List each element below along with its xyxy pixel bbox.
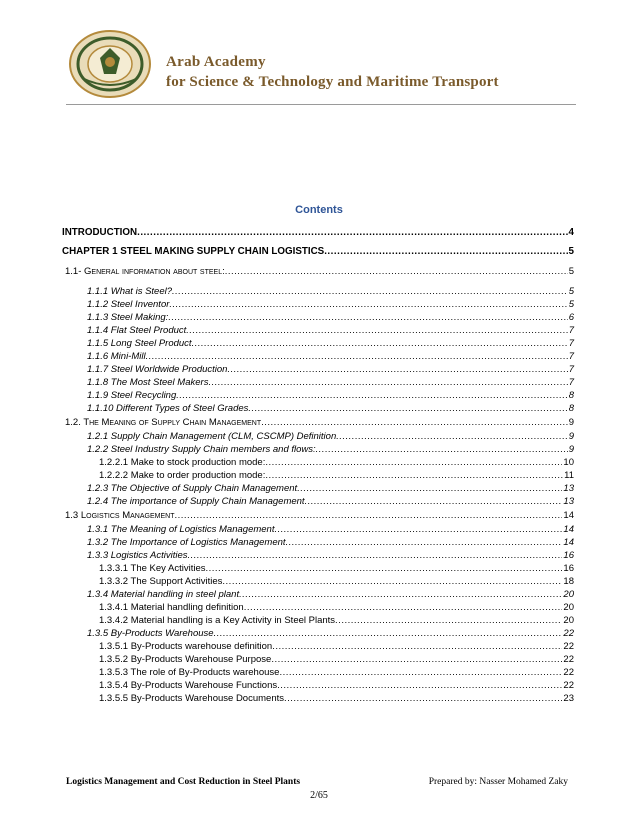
toc-dot-leader	[261, 417, 568, 429]
toc-page-number: 7	[568, 364, 574, 375]
toc-dot-leader	[272, 641, 562, 653]
footer-author: Prepared by: Nasser Mohamed Zaky	[428, 777, 568, 787]
toc-dot-leader	[305, 496, 563, 508]
toc-entry-title: 1.1.9 Steel Recycling	[87, 390, 177, 401]
toc-entry[interactable]	[62, 589, 574, 601]
academy-name-line2: for Science & Technology and Maritime Transport	[166, 74, 499, 90]
toc-entry-title: 1.1.5 Long Steel Product	[87, 338, 192, 349]
toc-page-number: 9	[568, 431, 574, 442]
toc-entry-title: 1.1.3 Steel Making:	[87, 312, 169, 323]
toc-page-number: 8	[568, 390, 574, 401]
toc-dot-leader	[336, 431, 567, 443]
toc-page-number: 13	[563, 496, 574, 507]
page-number: 2/65	[310, 790, 328, 801]
toc-page-number: 5	[568, 299, 574, 310]
toc-dot-leader	[206, 563, 563, 575]
toc-entry-title: 1.1.2 Steel Inventor	[87, 299, 170, 310]
toc-entry-title: 1.3.5.3 The role of By-Products warehouse	[99, 667, 280, 678]
toc-entry-title: 1.3.3.1 The Key Activities	[99, 563, 206, 574]
toc-entry-title: CHAPTER 1 STEEL MAKING SUPPLY CHAIN LOGISTICS	[62, 246, 325, 257]
toc-page-number: 9	[568, 444, 574, 455]
toc-entry[interactable]	[62, 312, 574, 324]
toc-page-number: 7	[568, 351, 574, 362]
toc-dot-leader	[244, 602, 563, 614]
toc-page-number: 20	[563, 602, 574, 613]
toc-page-number: 22	[563, 641, 574, 652]
toc-dot-leader	[174, 510, 562, 522]
toc-entry[interactable]	[62, 417, 574, 429]
toc-dot-leader	[168, 312, 567, 324]
toc-dot-leader	[277, 680, 562, 692]
toc-dot-leader	[192, 338, 568, 350]
toc-entry-title: 1.3.2 The Importance of Logistics Management	[87, 537, 286, 548]
toc-entry-title: INTRODUCTION	[62, 227, 138, 238]
toc-entry[interactable]	[62, 537, 574, 549]
toc-entry-title: 1.3.3.2 The Support Activities	[99, 576, 223, 587]
toc-page-number: 9	[568, 417, 574, 428]
toc-entry-title: 1.1.4 Flat Steel Product	[87, 325, 187, 336]
toc-entry[interactable]	[62, 576, 574, 588]
toc-dot-leader	[188, 550, 563, 562]
toc-entry[interactable]	[62, 510, 574, 522]
toc-entry[interactable]	[62, 470, 574, 482]
toc-entry-title: 1.3.1 The Meaning of Logistics Management	[87, 524, 275, 535]
toc-dot-leader	[265, 457, 562, 469]
toc-dot-leader	[248, 403, 567, 415]
academy-name-line1: Arab Academy	[166, 54, 266, 70]
toc-entry[interactable]	[62, 377, 574, 389]
toc-page-number: 7	[568, 377, 574, 388]
toc-page-number: 14	[563, 510, 574, 521]
toc-page-number: 23	[563, 693, 574, 704]
toc-dot-leader	[176, 390, 567, 402]
toc-dot-leader	[297, 483, 562, 495]
toc-entry[interactable]	[62, 403, 574, 415]
toc-page-number: 16	[563, 550, 574, 561]
toc-page-number: 22	[563, 667, 574, 678]
toc-page-number: 8	[568, 403, 574, 414]
toc-entry-title: 1.1.8 The Most Steel Makers	[87, 377, 209, 388]
header-divider	[66, 104, 576, 105]
toc-page-number: 11	[564, 470, 574, 481]
toc-entry[interactable]	[62, 338, 574, 350]
toc-page-number: 22	[563, 680, 574, 691]
toc-dot-leader	[172, 286, 568, 298]
toc-entry-title: 1.3.4.1 Material handling definition	[99, 602, 244, 613]
footer-document-title: Logistics Management and Cost Reduction in Steel Plants	[66, 777, 301, 787]
toc-entry-title: 1.1.7 Steel Worldwide Production	[87, 364, 228, 375]
toc-entry[interactable]	[62, 351, 574, 363]
toc-page-number: 20	[563, 615, 574, 626]
toc-dot-leader	[146, 351, 568, 363]
contents-title: Contents	[295, 204, 343, 216]
toc-page-number: 5	[568, 286, 574, 297]
toc-page-number: 13	[563, 483, 574, 494]
toc-dot-leader	[286, 537, 563, 549]
toc-entry[interactable]	[62, 325, 574, 337]
toc-entry-title: 1.2.2 Steel Industry Supply Chain members and flows:	[87, 444, 316, 455]
toc-dot-leader	[225, 266, 568, 278]
toc-entry[interactable]	[62, 227, 574, 239]
toc-page-number: 6	[568, 312, 574, 323]
toc-entry[interactable]	[62, 364, 574, 376]
toc-page-number: 20	[563, 589, 574, 600]
toc-entry[interactable]	[62, 496, 574, 508]
toc-entry-title: 1.2.1 Supply Chain Management (CLM, CSCMP) Definition	[87, 431, 337, 442]
toc-entry[interactable]	[62, 266, 574, 278]
toc-entry-title: 1.2.4 The importance of Supply Chain Management	[87, 496, 305, 507]
toc-entry[interactable]	[62, 641, 574, 653]
toc-dot-leader	[169, 299, 567, 311]
toc-entry-title: 1.3.5.5 By-Products Warehouse Documents	[99, 693, 284, 704]
academy-seal-logo	[66, 28, 154, 100]
page-header	[66, 28, 576, 104]
toc-dot-leader	[222, 576, 562, 588]
toc-entry[interactable]	[62, 457, 574, 469]
toc-entry-title: 1.3.4 Material handling in steel plant	[87, 589, 240, 600]
toc-entry[interactable]	[62, 444, 574, 456]
toc-entry-title: 1.3.4.2 Material handling is a Key Activity in Steel Plants	[99, 615, 336, 626]
toc-entry[interactable]	[62, 602, 574, 614]
toc-dot-leader	[137, 227, 567, 239]
toc-entry-title: 1.2.2.1 Make to stock production mode:	[99, 457, 266, 468]
toc-entry[interactable]	[62, 693, 574, 705]
toc-entry-title: 1.2.2.2 Make to order production mode:	[99, 470, 266, 481]
toc-entry[interactable]	[62, 563, 574, 575]
toc-entry-title: 1.3.5 By-Products Warehouse	[87, 628, 214, 639]
toc-page-number: 10	[563, 457, 574, 468]
toc-page-number: 5	[568, 246, 574, 257]
toc-entry-title: 1.3.5.2 By-Products Warehouse Purpose	[99, 654, 272, 665]
toc-entry[interactable]	[62, 390, 574, 402]
toc-entry-title: 1.3.3 Logistics Activities	[87, 550, 188, 561]
toc-entry[interactable]	[62, 286, 574, 298]
toc-entry[interactable]	[62, 667, 574, 679]
toc-entry-title: 1.3 Logistics Management	[65, 510, 175, 521]
toc-entry[interactable]	[62, 550, 574, 562]
toc-entry[interactable]	[62, 615, 574, 627]
toc-dot-leader	[239, 589, 562, 601]
toc-entry-title: 1.2.3 The Objective of Supply Chain Management	[87, 483, 298, 494]
toc-page-number: 22	[563, 654, 574, 665]
toc-page-number: 22	[563, 628, 574, 639]
toc-dot-leader	[265, 470, 563, 482]
toc-dot-leader	[316, 444, 568, 456]
toc-entry-title: 1.1- General information about steel:	[65, 266, 225, 277]
toc-entry[interactable]	[62, 246, 574, 258]
toc-entry[interactable]	[62, 431, 574, 443]
toc-entry-title: 1.1.10 Different Types of Steel Grades	[87, 403, 249, 414]
toc-page-number: 4	[568, 227, 574, 238]
toc-dot-leader	[227, 364, 567, 376]
toc-entry-title: 1.3.5.4 By-Products Warehouse Functions	[99, 680, 278, 691]
toc-entry[interactable]	[62, 299, 574, 311]
toc-page-number: 14	[563, 524, 574, 535]
toc-page-number: 16	[563, 563, 574, 574]
toc-entry-title: 1.1.6 Mini-Mill	[87, 351, 146, 362]
toc-page-number: 7	[568, 325, 574, 336]
toc-dot-leader	[186, 325, 567, 337]
toc-entry[interactable]	[62, 680, 574, 692]
toc-page-number: 18	[563, 576, 574, 587]
toc-page-number: 14	[563, 537, 574, 548]
toc-dot-leader	[324, 246, 567, 258]
toc-dot-leader	[284, 693, 562, 705]
toc-dot-leader	[274, 524, 562, 536]
toc-page-number: 7	[568, 338, 574, 349]
toc-dot-leader	[271, 654, 562, 666]
toc-page-number: 5	[568, 266, 574, 277]
toc-entry-title: 1.2. The Meaning of Supply Chain Management	[65, 417, 262, 428]
toc-entry[interactable]	[62, 654, 574, 666]
toc-entry[interactable]	[62, 628, 574, 640]
toc-entry-title: 1.1.1 What is Steel?	[87, 286, 173, 297]
toc-entry-title: 1.3.5.1 By-Products warehouse definition	[99, 641, 273, 652]
toc-entry[interactable]	[62, 483, 574, 495]
toc-dot-leader	[335, 615, 562, 627]
toc-dot-leader	[279, 667, 562, 679]
toc-dot-leader	[208, 377, 567, 389]
toc-dot-leader	[214, 628, 563, 640]
toc-entry[interactable]	[62, 524, 574, 536]
